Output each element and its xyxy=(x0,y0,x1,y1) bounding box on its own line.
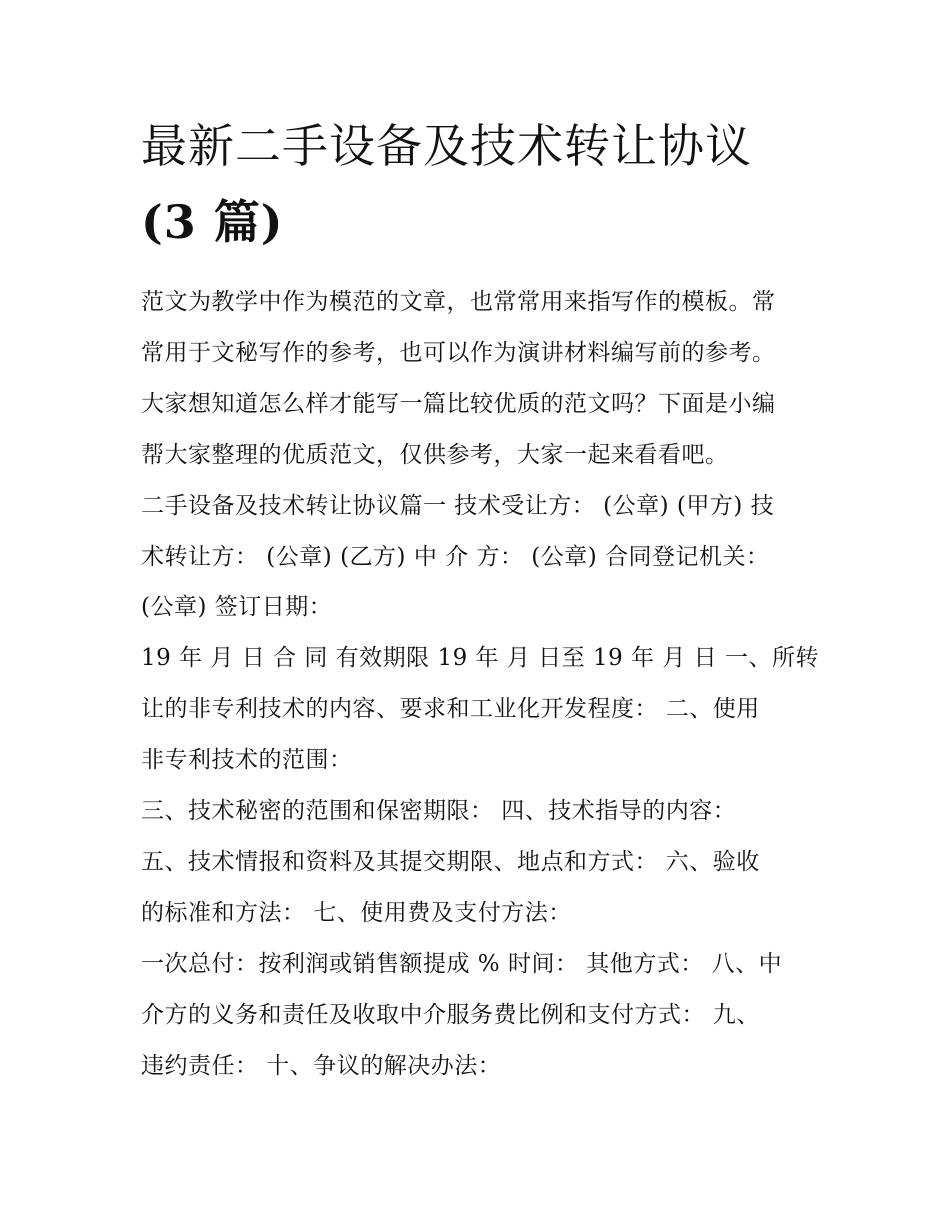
text-line: 19 年 月 日 合 同 有效期限 19 年 月 日至 19 年 月 日 一、所转 xyxy=(141,645,819,672)
paragraph-payment xyxy=(141,939,813,1092)
text-line: 一次总付：按利润或销售额提成 % 时间： 其他方式： 八、中 xyxy=(141,950,783,977)
text-line: 让的非专利技术的内容、要求和工业化开发程度： 二、使用 xyxy=(141,696,760,723)
text-line: 大家想知道怎么样才能写一篇比较优质的范文吗？下面是小编 xyxy=(141,390,776,417)
text-line: 二手设备及技术转让协议篇一 技术受让方： (公章) (甲方) 技 xyxy=(141,492,775,519)
text-line: 三、技术秘密的范围和保密期限： 四、技术指导的内容： xyxy=(141,798,737,825)
text-line: (公章) 签订日期： xyxy=(141,594,333,621)
text-line: 非专利技术的范围： xyxy=(141,747,353,774)
document-body xyxy=(141,277,819,1092)
paragraph-information xyxy=(141,837,813,939)
text-line: 违约责任： 十、争议的解决办法： xyxy=(141,1052,502,1079)
text-line: 帮大家整理的优质范文，仅供参考，大家一起来看看吧。 xyxy=(141,441,729,468)
text-line: 的标准和方法： 七、使用费及支付方法： xyxy=(141,899,572,926)
document-title xyxy=(141,108,821,260)
title-line-1: 最新二手设备及技术转让协议 xyxy=(141,119,752,173)
text-line: 五、技术情报和资料及其提交期限、地点和方式： 六、验收 xyxy=(141,848,760,875)
paragraph-intro xyxy=(141,277,813,481)
paragraph-parties xyxy=(141,481,813,634)
title-line-2: (3 篇) xyxy=(141,195,284,249)
paragraph-secrets xyxy=(141,786,813,837)
text-line: 常用于文秘写作的参考，也可以作为演讲材料编写前的参考。 xyxy=(141,339,776,366)
text-line: 术转让方： (公章) (乙方) 中 介 方： (公章) 合同登记机关： xyxy=(141,543,770,570)
text-line: 介方的义务和责任及收取中介服务费比例和支付方式： 九、 xyxy=(141,1001,760,1028)
paragraph-term xyxy=(141,633,819,786)
text-line: 范文为教学中作为模范的文章，也常常用来指写作的模板。常 xyxy=(141,289,776,315)
